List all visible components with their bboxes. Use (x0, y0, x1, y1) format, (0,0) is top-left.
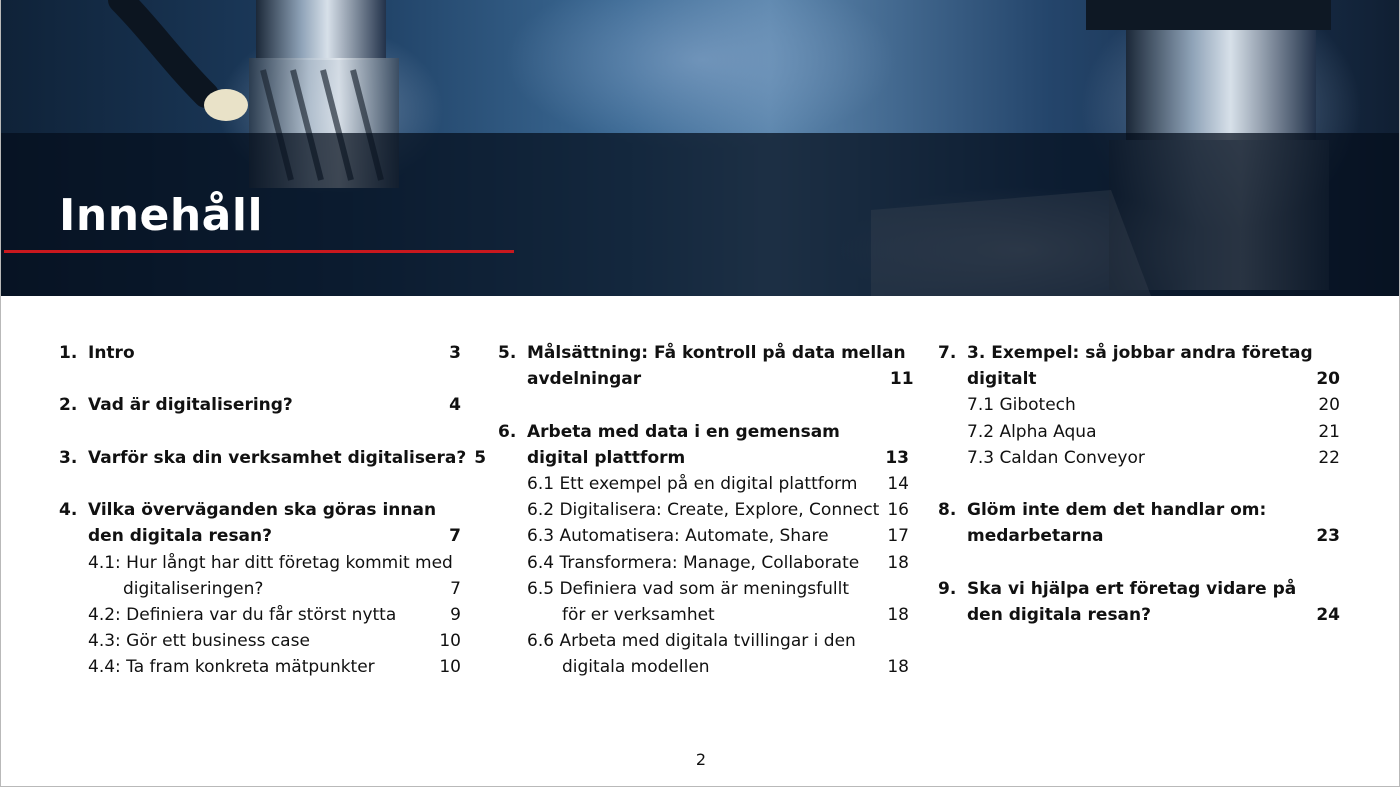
toc-subentry-title: 4.1: Hur långt har ditt företag kommit med (88, 552, 453, 573)
toc-entry-body (967, 340, 1340, 471)
toc-subentry-page: 7 (450, 578, 461, 599)
toc-entry[interactable] (938, 576, 1340, 628)
toc-entry[interactable] (59, 497, 461, 680)
toc-entry-line (967, 497, 1340, 523)
toc-entry-line (88, 523, 461, 549)
toc-entry-title: Vilka överväganden ska göras innan (88, 500, 437, 521)
toc-column-1 (59, 340, 487, 707)
toc-entry-line (967, 523, 1340, 549)
toc-subentry-title: 4.3: Gör ett business case (88, 631, 310, 652)
toc-entry-number: 6. (498, 421, 517, 442)
toc-entry-page: 4 (449, 395, 461, 416)
toc-subentry-page: 22 (1318, 447, 1340, 468)
toc-entry-title: Arbeta med data i en gemensam (527, 421, 840, 442)
toc-subentry-line (967, 392, 1340, 418)
toc-subentry-title: 7.2 Alpha Aqua (967, 421, 1097, 442)
toc-subentry-line (527, 550, 909, 576)
toc-subentry-title-cont: digitala modellen (562, 657, 710, 678)
toc-subentry[interactable] (527, 550, 909, 576)
toc-subentry-page: 10 (439, 657, 461, 678)
toc-entry-page: 24 (1316, 605, 1340, 625)
header-banner (1, 0, 1399, 296)
toc-entry-line (527, 445, 909, 471)
title-underline (4, 250, 514, 253)
toc-entry-number: 9. (938, 578, 957, 599)
toc-subentry[interactable] (88, 628, 461, 654)
toc-entry[interactable] (59, 340, 461, 366)
toc-subentry-line (88, 628, 461, 654)
toc-subentry-title: 7.1 Gibotech (967, 395, 1076, 416)
toc-subentry-page: 14 (887, 474, 909, 494)
toc-subentry-continuation (88, 576, 461, 602)
toc-entry-title: 3. Exempel: så jobbar andra företag (967, 343, 1313, 363)
toc-column-2 (498, 340, 914, 707)
toc-subentry-page: 10 (439, 631, 461, 652)
toc-entry-title: Vad är digitalisering? (88, 395, 293, 416)
toc-entry-body (967, 497, 1340, 549)
toc-subentry-line (88, 550, 461, 576)
toc-entry[interactable] (59, 445, 487, 471)
toc-entry-title: Målsättning: Få kontroll på data mellan (527, 343, 906, 363)
toc-subentry-page: 18 (887, 552, 909, 573)
toc-entry-page: 20 (1316, 369, 1340, 390)
toc-entry-page: 3 (449, 343, 461, 363)
toc-entry-number: 5. (498, 343, 517, 363)
toc-subentry-title: 6.4 Transformera: Manage, Collaborate (527, 552, 860, 573)
toc-subentry-title: 7.3 Caldan Conveyor (967, 447, 1145, 468)
toc-subentry-title: 6.2 Digitalisera: Create, Explore, Connect (527, 500, 880, 521)
toc-entry-title: Ska vi hjälpa ert företag vidare på (967, 578, 1297, 599)
toc-subentry[interactable] (527, 497, 909, 523)
toc-entry-line (967, 366, 1340, 392)
toc-entry-number: 7. (938, 343, 957, 363)
toc-subentry-page: 18 (887, 657, 909, 678)
toc-subentry-title: 4.2: Definiera var du får störst nytta (88, 604, 397, 625)
toc-entry-body (967, 576, 1340, 628)
toc-subentry[interactable] (88, 654, 461, 680)
toc-subentry[interactable] (967, 419, 1340, 445)
toc-subentry-line (527, 497, 909, 523)
toc-subentry-line (88, 602, 461, 628)
toc-entry-number: 1. (59, 343, 78, 363)
toc-subentry[interactable] (527, 576, 909, 628)
toc-entry-body (527, 340, 914, 392)
toc-entry-title: Intro (88, 343, 135, 363)
toc-entry-line (88, 497, 461, 523)
toc-subentry-continuation (527, 654, 909, 680)
toc-entry-title: den digitala resan? (88, 526, 272, 547)
toc-subentry-title: 6.1 Ett exempel på en digital plattform (527, 474, 858, 494)
toc-entry-title: den digitala resan? (967, 605, 1151, 625)
toc-subentry-page: 21 (1318, 421, 1340, 442)
toc-entry-body (88, 497, 461, 680)
toc-subentry-title: 4.4: Ta fram konkreta mätpunkter (88, 657, 375, 678)
toc-entry-page: 5 (474, 447, 487, 468)
toc-entry-line (88, 392, 461, 418)
toc-entry-title: digitalt (967, 369, 1037, 390)
toc-entry-number: 8. (938, 500, 957, 521)
toc-entry-line (88, 340, 461, 366)
toc-subentry-line (967, 419, 1340, 445)
toc-entry-line (967, 602, 1340, 628)
toc-entry-line (527, 340, 914, 366)
toc-entry-line (967, 576, 1340, 602)
page-number: 2 (695, 750, 707, 769)
toc-entry-title: avdelningar (527, 369, 642, 390)
toc-entry-title: medarbetarna (967, 526, 1104, 547)
toc-subentry[interactable] (967, 392, 1340, 418)
toc-entry-page: 13 (885, 447, 909, 468)
toc-entry-number: 3. (59, 447, 78, 468)
toc-subentry[interactable] (88, 550, 461, 602)
toc-subentry-page: 9 (450, 604, 461, 625)
toc-entry[interactable] (938, 340, 1340, 471)
toc-subentry[interactable] (527, 628, 909, 680)
toc-entry-line (88, 445, 486, 471)
toc-entry-number: 4. (59, 500, 78, 521)
toc-subentry-title: 6.6 Arbeta med digitala tvillingar i den (527, 631, 856, 652)
toc-entry-title: digital plattform (527, 447, 686, 468)
toc-subentry-line (88, 654, 461, 680)
toc-entry-body (88, 445, 486, 471)
toc-subentry-title-cont: för er verksamhet (562, 605, 715, 626)
toc-subentry-page: 16 (887, 500, 909, 521)
toc-entry-line (527, 366, 914, 392)
toc-subentry-page: 18 (887, 605, 909, 626)
toc-subentry[interactable] (88, 602, 461, 628)
toc-entry-page: 23 (1316, 526, 1340, 547)
toc-entry[interactable] (498, 340, 914, 392)
toc-column-3 (938, 340, 1340, 654)
toc-entry-number: 2. (59, 395, 78, 416)
toc-subentry-title-cont: digitaliseringen? (123, 578, 264, 599)
toc-entry[interactable] (59, 392, 461, 418)
toc-subentry-page: 20 (1318, 395, 1340, 416)
toc-entry-body (527, 419, 909, 681)
page-title: Innehåll (59, 190, 264, 241)
toc-entry-page: 11 (889, 369, 914, 390)
toc-entry-page: 7 (449, 526, 461, 547)
toc-entry[interactable] (938, 497, 1340, 549)
toc-subentry[interactable] (527, 523, 909, 549)
toc-entry-line (527, 419, 909, 445)
toc-entry-body (88, 392, 461, 418)
toc-subentry-line (527, 523, 909, 549)
toc-entry-body (88, 340, 461, 366)
toc-subentry-page: 17 (887, 526, 909, 547)
toc-subentry-line (527, 628, 909, 654)
toc-subentry-line (967, 445, 1340, 471)
toc-subentry-line (527, 471, 909, 497)
toc-subentry[interactable] (967, 445, 1340, 471)
toc-subentry-title: 6.3 Automatisera: Automate, Share (527, 526, 829, 547)
toc-entry-title: Glöm inte dem det handlar om: (967, 500, 1267, 521)
toc-subentry-line (527, 576, 909, 602)
toc-subentry-title: 6.5 Definiera vad som är meningsfullt (527, 578, 849, 599)
toc-subentry-continuation (527, 602, 909, 628)
toc-subentry[interactable] (527, 471, 909, 497)
toc-entry-line (967, 340, 1340, 366)
toc-entry[interactable] (498, 419, 909, 681)
toc-entry-title: Varför ska din verksamhet digitalisera? (88, 447, 467, 468)
